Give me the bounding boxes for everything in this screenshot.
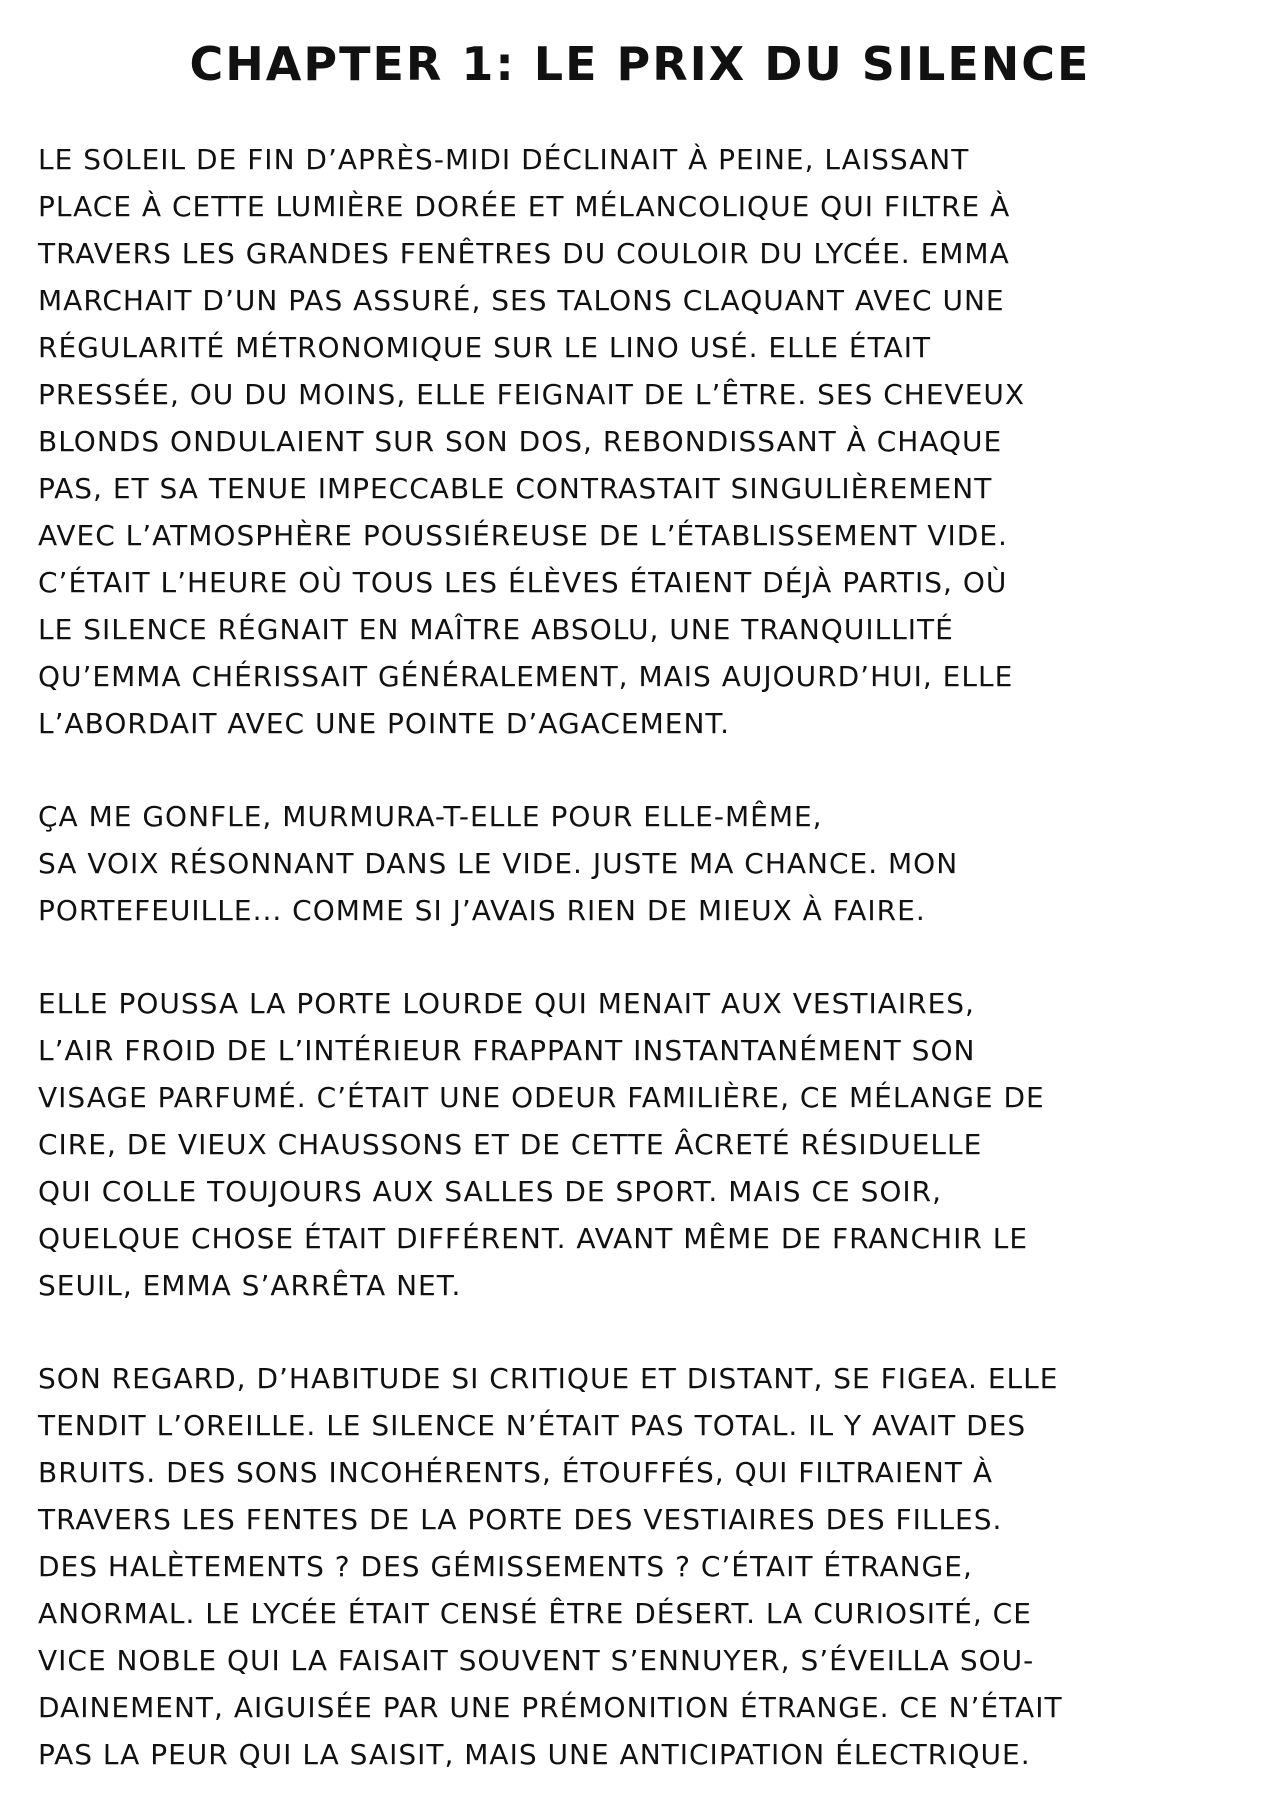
text-line: TENDIT L’OREILLE. LE SILENCE N’ÉTAIT PAS TOTAL. IL Y AVAIT DES xyxy=(38,1409,1027,1442)
text-line: PAS, ET SA TENUE IMPECCABLE CONTRASTAIT SINGULIÈREMENT xyxy=(38,472,993,505)
text-line: SEUIL, EMMA S’ARRÊTA NET. xyxy=(38,1269,462,1302)
paragraph-2 xyxy=(38,793,1248,934)
paragraph-3 xyxy=(38,980,1248,1309)
paragraph-4 xyxy=(38,1355,1248,1778)
text-line: TRAVERS LES GRANDES FENÊTRES DU COULOIR DU LYCÉE. EMMA xyxy=(38,237,1010,270)
text-line: SA VOIX RÉSONNANT DANS LE VIDE. JUSTE MA CHANCE. MON xyxy=(38,847,959,880)
text-line: QU’EMMA CHÉRISSAIT GÉNÉRALEMENT, MAIS AUJOURD’HUI, ELLE xyxy=(38,660,1014,693)
text-line: ÇA ME GONFLE, MURMURA-T-ELLE POUR ELLE-MÊME, xyxy=(38,800,823,833)
text-line: C’ÉTAIT L’HEURE OÙ TOUS LES ÉLÈVES ÉTAIENT DÉJÀ PARTIS, OÙ xyxy=(38,566,1008,599)
text-line: PLACE À CETTE LUMIÈRE DORÉE ET MÉLANCOLIQUE QUI FILTRE À xyxy=(38,190,1011,223)
text-line: TRAVERS LES FENTES DE LA PORTE DES VESTIAIRES DES FILLES. xyxy=(38,1503,1003,1536)
text-line: DES HALÈTEMENTS ? DES GÉMISSEMENTS ? C’ÉTAIT ÉTRANGE, xyxy=(38,1550,973,1583)
text-line: BRUITS. DES SONS INCOHÉRENTS, ÉTOUFFÉS, QUI FILTRAIENT À xyxy=(38,1456,993,1489)
text-line: QUI COLLE TOUJOURS AUX SALLES DE SPORT. MAIS CE SOIR, xyxy=(38,1175,943,1208)
text-line: VICE NOBLE QUI LA FAISAIT SOUVENT S’ENNUYER, S’ÉVEILLA SOU- xyxy=(38,1644,1035,1677)
text-line: AVEC L’ATMOSPHÈRE POUSSIÉREUSE DE L’ÉTABLISSEMENT VIDE. xyxy=(38,519,1008,552)
text-line: DAINEMENT, AIGUISÉE PAR UNE PRÉMONITION ÉTRANGE. CE N’ÉTAIT xyxy=(38,1691,1063,1724)
text-line: MARCHAIT D’UN PAS ASSURÉ, SES TALONS CLAQUANT AVEC UNE xyxy=(38,284,1005,317)
paragraph-1 xyxy=(38,136,1248,747)
text-line: BLONDS ONDULAIENT SUR SON DOS, REBONDISSANT À CHAQUE xyxy=(38,425,1003,458)
text-line: PRESSÉE, OU DU MOINS, ELLE FEIGNAIT DE L’ÊTRE. SES CHEVEUX xyxy=(38,378,1026,411)
text-line: RÉGULARITÉ MÉTRONOMIQUE SUR LE LINO USÉ. ELLE ÉTAIT xyxy=(38,331,932,364)
text-line: L’AIR FROID DE L’INTÉRIEUR FRAPPANT INSTANTANÉMENT SON xyxy=(38,1034,976,1067)
paragraph-spacer xyxy=(38,747,1248,793)
text-line: VISAGE PARFUMÉ. C’ÉTAIT UNE ODEUR FAMILIÈRE, CE MÉLANGE DE xyxy=(38,1081,1045,1114)
paragraph-spacer xyxy=(38,1309,1248,1355)
text-line: ELLE POUSSA LA PORTE LOURDE QUI MENAIT AUX VESTIAIRES, xyxy=(38,987,975,1020)
text-line: CIRE, DE VIEUX CHAUSSONS ET DE CETTE ÂCRETÉ RÉSIDUELLE xyxy=(38,1128,983,1161)
text-line: L’ABORDAIT AVEC UNE POINTE D’AGACEMENT. xyxy=(38,707,731,740)
story-text xyxy=(38,136,1248,1778)
text-line: ANORMAL. LE LYCÉE ÉTAIT CENSÉ ÊTRE DÉSERT. LA CURIOSITÉ, CE xyxy=(38,1597,1032,1630)
chapter-title: CHAPTER 1: LE PRIX DU SILENCE xyxy=(189,37,1091,91)
paragraph-spacer xyxy=(38,934,1248,980)
text-line: LE SOLEIL DE FIN D’APRÈS-MIDI DÉCLINAIT À PEINE, LAISSANT xyxy=(38,143,970,176)
text-line: QUELQUE CHOSE ÉTAIT DIFFÉRENT. AVANT MÊME DE FRANCHIR LE xyxy=(38,1222,1029,1255)
text-line: PAS LA PEUR QUI LA SAISIT, MAIS UNE ANTICIPATION ÉLECTRIQUE. xyxy=(38,1738,1031,1771)
text-line: SON REGARD, D’HABITUDE SI CRITIQUE ET DISTANT, SE FIGEA. ELLE xyxy=(38,1362,1059,1395)
text-line: LE SILENCE RÉGNAIT EN MAÎTRE ABSOLU, UNE TRANQUILLITÉ xyxy=(38,613,954,646)
text-line: PORTEFEUILLE... COMME SI J’AVAIS RIEN DE MIEUX À FAIRE. xyxy=(38,894,926,927)
